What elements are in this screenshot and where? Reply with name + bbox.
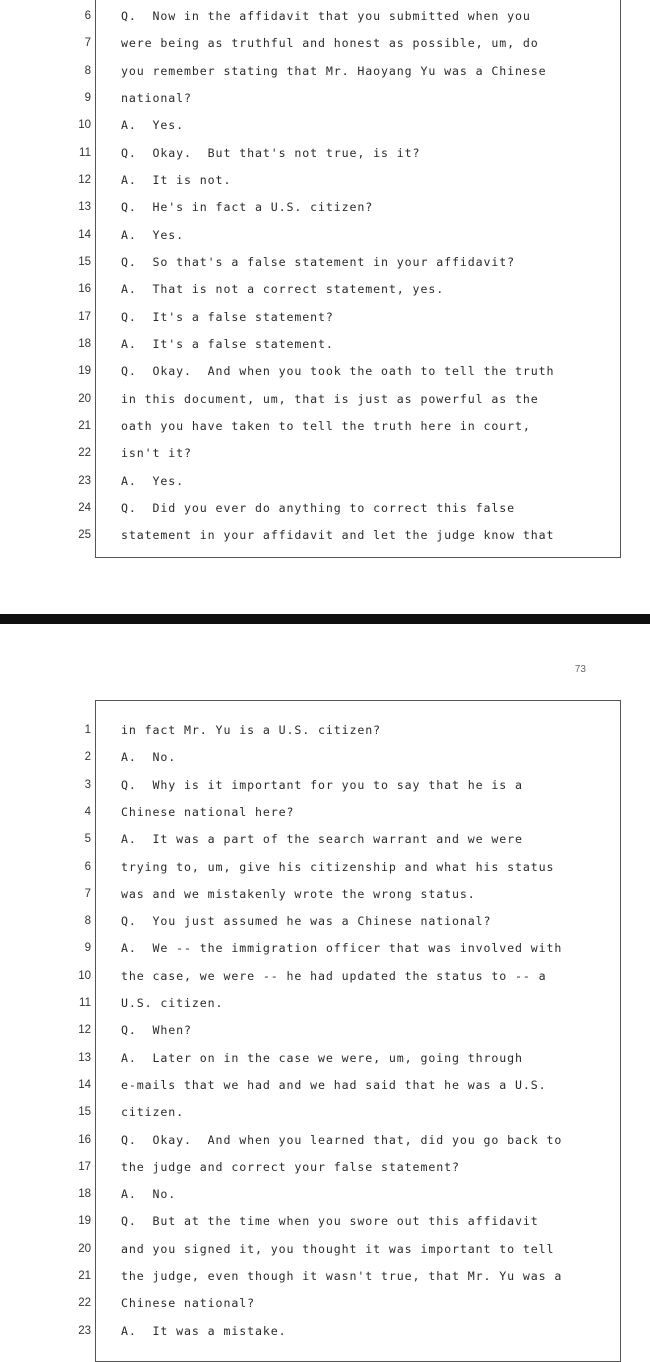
line-text: trying to, um, give his citizenship and what his status [121,859,555,874]
line-text: A. That is not a correct statement, yes. [121,282,445,297]
line-number: 18 [78,1188,91,1201]
line-number: 9 [84,91,91,104]
transcript-line [0,995,650,1022]
transcript-line [0,8,650,35]
line-number: 23 [78,1324,91,1337]
line-text: A. Yes. [121,473,185,488]
line-text: Q. Okay. And when you learned that, did you go back to [121,1132,563,1147]
transcript-line [0,172,650,199]
line-number: 2 [84,751,91,764]
line-text: Q. Okay. And when you took the oath to tell the truth [121,364,555,379]
line-text: U.S. citizen. [121,996,224,1010]
line-text: Q. Okay. But that's not true, is it? [121,145,421,160]
line-text: was and we mistakenly wrote the wrong status. [121,886,476,901]
line-text: A. No. [121,750,177,765]
line-text: citizen. [121,1105,185,1120]
line-number: 8 [84,915,91,928]
transcript-line [0,35,650,62]
line-number: 25 [78,529,91,542]
transcript-line [0,1268,650,1295]
transcript-line [0,804,650,831]
line-text: isn't it? [121,446,192,461]
transcript-line [0,63,650,90]
line-text: A. It was a part of the search warrant and we were [121,832,523,847]
transcript-line [0,254,650,281]
line-text: oath you have taken to tell the truth here in court, [121,418,531,433]
transcript-line [0,968,650,995]
transcript-line [0,1159,650,1186]
transcript-line [0,940,650,967]
transcript-line [0,445,650,472]
line-text: Q. But at the time when you swore out this affidavit [121,1214,539,1229]
line-number: 13 [78,1051,91,1064]
line-number: 20 [78,392,91,405]
line-text: the judge and correct your false statement? [121,1159,460,1174]
line-number: 1 [84,724,91,736]
line-text: in this document, um, that is just as powerful as the [121,391,539,406]
transcript-line [0,831,650,858]
transcript-line [0,722,650,749]
line-text: the case, we were -- he had updated the status to -- a [121,968,547,983]
line-number: 19 [78,1215,91,1228]
transcript-line [0,363,650,390]
transcript-line [0,391,650,418]
transcript-line [0,527,650,554]
line-text: the judge, even though it wasn't true, that Mr. Yu was a [121,1269,563,1283]
transcript-line [0,336,650,363]
line-text: A. It was a mistake. [121,1323,287,1338]
line-number: 22 [78,1297,91,1310]
page-separator [0,614,650,624]
transcript-line [0,886,650,913]
line-number: 7 [84,37,91,50]
transcript-line [0,777,650,804]
line-number: 22 [78,447,91,460]
line-number: 16 [78,1133,91,1146]
line-text: Q. So that's a false statement in your affidavit? [121,254,516,269]
line-number: 6 [84,860,91,873]
line-text: Q. Did you ever do anything to correct this false [121,500,516,515]
line-number: 3 [84,778,91,791]
line-text: were being as truthful and honest as possible, um, do [121,36,539,51]
line-number: 15 [78,1106,91,1119]
line-number: 8 [84,64,91,77]
line-number: 17 [78,1160,91,1173]
line-number: 11 [79,997,91,1009]
line-number: 5 [84,833,91,846]
transcript-line [0,309,650,336]
transcript-line [0,117,650,144]
transcript-line [0,859,650,886]
transcript-line [0,1104,650,1131]
line-number: 17 [78,310,91,323]
line-text: A. We -- the immigration officer that was involved with [121,941,563,956]
line-number: 14 [78,1078,91,1091]
line-number: 21 [78,1270,91,1282]
transcript-line [0,1295,650,1322]
transcript-line [0,1050,650,1077]
line-number: 12 [78,173,91,186]
line-number: 10 [78,969,91,982]
transcript-line [0,199,650,226]
line-text: and you signed it, you thought it was important to tell [121,1241,555,1256]
line-text: A. It is not. [121,172,232,187]
transcript-line [0,281,650,308]
line-number: 9 [84,942,91,955]
transcript-line [0,227,650,254]
line-text: A. Later on in the case we were, um, going through [121,1050,523,1065]
line-text: A. Yes. [121,118,185,133]
line-number: 21 [78,419,91,432]
line-number: 14 [78,228,91,241]
transcript-line [0,90,650,117]
line-text: Q. You just assumed he was a Chinese national? [121,914,492,929]
transcript-line [0,913,650,940]
line-text: statement in your affidavit and let the judge know that [121,528,555,543]
line-text: you remember stating that Mr. Haoyang Yu was a Chinese [121,63,547,78]
transcript-line [0,418,650,445]
line-number: 15 [78,255,91,268]
line-text: Chinese national? [121,1296,255,1311]
transcript-line [0,473,650,500]
line-number: 12 [78,1024,91,1037]
line-number: 16 [78,283,91,296]
transcript-line [0,749,650,776]
transcript-line [0,1323,650,1350]
line-text: national? [121,90,192,105]
line-text: Chinese national here? [121,804,295,819]
line-number: 24 [78,501,91,514]
line-number: 4 [84,805,91,818]
line-number: 23 [78,474,91,487]
transcript-line [0,1077,650,1104]
line-text: Q. Now in the affidavit that you submitted when you [121,9,531,23]
transcript-line [0,500,650,527]
line-text: Q. When? [121,1023,192,1038]
line-text: A. No. [121,1187,177,1202]
page-number: 73 [574,664,586,675]
transcript-line [0,1132,650,1159]
line-number: 18 [78,337,91,350]
line-text: in fact Mr. Yu is a U.S. citizen? [121,723,382,737]
line-number: 20 [78,1242,91,1255]
line-text: Q. He's in fact a U.S. citizen? [121,200,374,215]
line-number: 19 [78,365,91,378]
line-text: e-mails that we had and we had said that he was a U.S. [121,1077,547,1092]
line-number: 7 [84,887,91,900]
line-number: 11 [79,146,91,159]
transcript-line [0,1213,650,1240]
transcript-line [0,1022,650,1049]
line-text: Q. It's a false statement? [121,309,334,324]
line-number: 13 [78,201,91,214]
transcript-line [0,1241,650,1268]
line-text: A. Yes. [121,227,185,242]
transcript-line [0,145,650,172]
line-text: A. It's a false statement. [121,336,334,351]
line-number: 10 [78,119,91,132]
line-text: Q. Why is it important for you to say that he is a [121,777,523,792]
line-number: 6 [84,10,91,22]
transcript-line [0,1186,650,1213]
